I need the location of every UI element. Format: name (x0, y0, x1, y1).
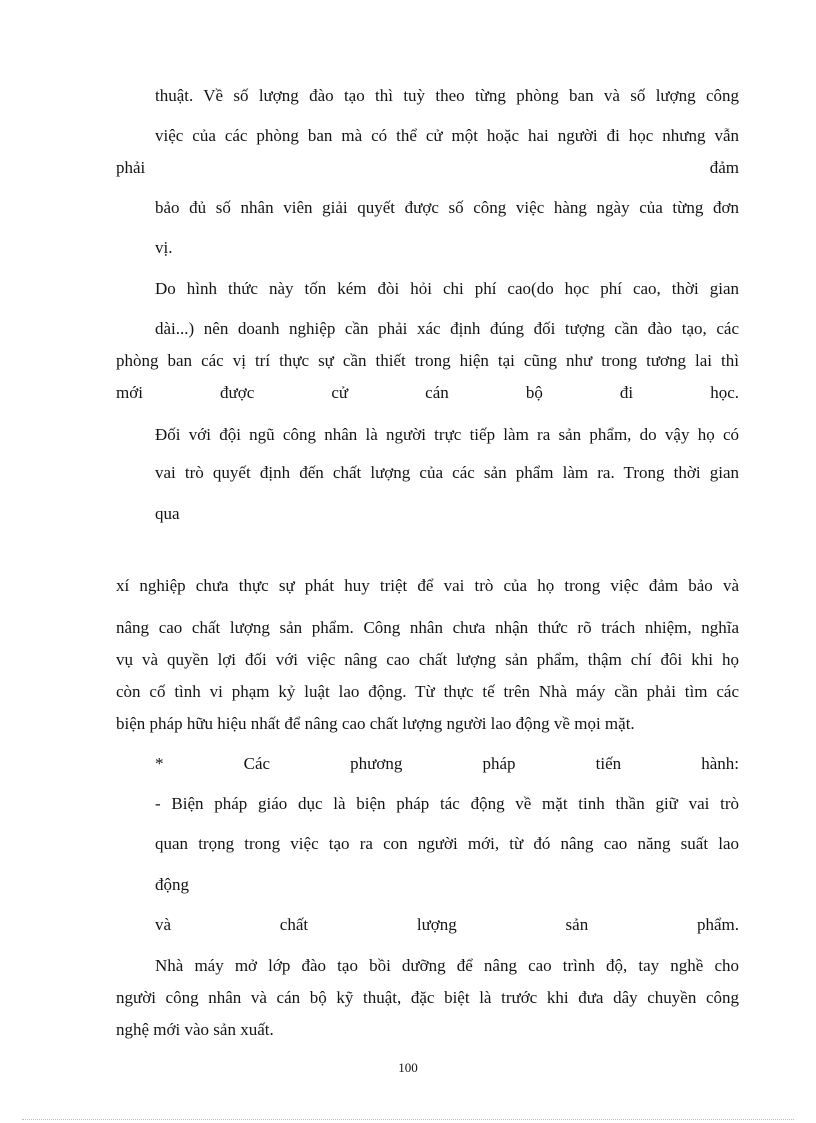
text-line-8: phòng ban các vị trí thực sự cần thiết trong hiện tại cũng như trong tương lai thì (116, 351, 739, 370)
text-line-6: Do hình thức này tốn kém đòi hỏi chi phí cao(do học phí cao, thời gian (155, 279, 739, 298)
text-line-2: việc của các phòng ban mà có thể cử một hoặc hai người đi học nhưng vẫn (155, 126, 739, 145)
text-line-14: nâng cao chất lượng sản phẩm. Công nhân chưa nhận thức rõ trách nhiệm, nghĩa (116, 618, 739, 637)
text-line-12: qua (155, 504, 180, 523)
text-line-7: dài...) nên doanh nghiệp cần phải xác định đúng đối tượng cần đào tạo, các (155, 319, 739, 338)
text-line-11: vai trò quyết định đến chất lượng của các sản phẩm làm ra. Trong thời gian (155, 463, 739, 482)
text-line-24: người công nhân và cán bộ kỹ thuật, đặc biệt là trước khi đưa dây chuyền công (116, 988, 739, 1007)
text-line-1: thuật. Về số lượng đào tạo thì tuỳ theo từng phòng ban và số lượng công (155, 86, 739, 105)
text-line-9: mới được cử cán bộ đi học. (116, 383, 739, 402)
text-line-19: - Biện pháp giáo dục là biện pháp tác động về mặt tinh thần giữ vai trò (155, 794, 739, 813)
text-line-16: còn cố tình vi phạm kỷ luật lao động. Từ thực tế trên Nhà máy cần phải tìm các (116, 682, 739, 701)
text-line-18: * Các phương pháp tiến hành: (155, 754, 739, 773)
text-line-15: vụ và quyền lợi đối với việc nâng cao chất lượng sản phẩm, thậm chí đôi khi họ (116, 650, 739, 669)
text-line-23: Nhà máy mở lớp đào tạo bồi dưỡng để nâng cao trình độ, tay nghề cho (155, 956, 739, 975)
text-line-22: và chất lượng sản phẩm. (155, 915, 739, 934)
text-line-17: biện pháp hữu hiệu nhất để nâng cao chất lượng người lao động về mọi mặt. (116, 714, 635, 733)
text-line-21: động (155, 875, 189, 894)
text-line-3: phải đảm (116, 158, 739, 177)
text-line-4: bảo đủ số nhân viên giải quyết được số công việc hàng ngày của từng đơn (155, 198, 739, 217)
text-line-25: nghệ mới vào sản xuất. (116, 1020, 274, 1039)
page-bottom-divider (22, 1119, 794, 1120)
text-line-20: quan trọng trong việc tạo ra con người mới, từ đó nâng cao năng suất lao (155, 834, 739, 853)
page-number: 100 (398, 1060, 418, 1075)
text-line-5: vị. (155, 238, 173, 257)
text-line-13: xí nghiệp chưa thực sự phát huy triệt để vai trò của họ trong việc đảm bảo và (116, 576, 739, 595)
text-line-10: Đối với đội ngũ công nhân là người trực tiếp làm ra sản phẩm, do vậy họ có (155, 425, 739, 444)
